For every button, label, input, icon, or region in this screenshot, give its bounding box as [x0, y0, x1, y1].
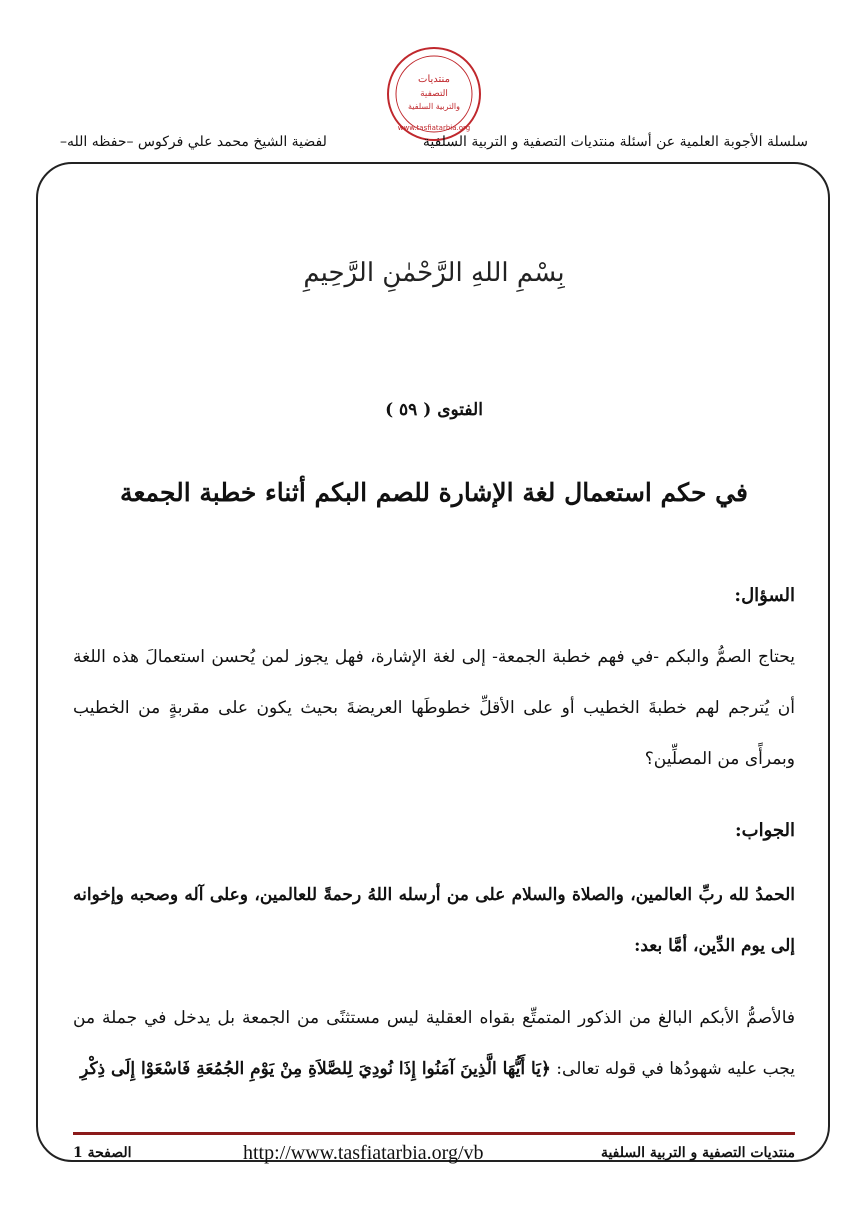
answer-intro: الحمدُ لله ربِّ العالمين، والصلاة والسلام على من أرسله اللهُ رحمةً للعالمين، وعلى آله وصحبه وإخوانه إلى يوم الدِّين، أمَّا بعد: — [73, 885, 795, 956]
answer-label: الجواب: — [735, 820, 795, 841]
page-number: الصفحة 1 — [73, 1145, 132, 1161]
page-footer — [73, 1142, 795, 1166]
svg-text:التصفية: التصفية — [420, 89, 448, 99]
svg-text:والتربية السلفية: والتربية السلفية — [407, 102, 461, 111]
series-title: سلسلة الأجوبة العلمية عن أسئلة منتديات التصفية و التربية السلفية — [422, 134, 808, 150]
question-label: السؤال: — [734, 585, 795, 606]
footer-url[interactable]: http://www.tasfiatarbia.org/vb — [243, 1142, 484, 1164]
answer-text — [73, 993, 795, 1095]
quran-verse: ﴿يَا أَيُّهَا الَّذِينَ آمَنُوا إِذَا نُودِيَ لِلصَّلاَةِ مِنْ يَوْمِ الجُمُعَةِ فَاسْعَوْا إِلَى ذِكْرِ — [80, 1059, 551, 1079]
answer-text-start: فالأصمُّ الأبكم البالغ من الذكور المتمتِّع بقواه العقلية ليس مستثنًى من الجمعة بل يدخل في جملة من يجب عليه شهودُها في قوله تعالى: — [73, 1008, 795, 1079]
page-header — [60, 134, 808, 156]
fatwa-title: في حكم استعمال لغة الإشارة للصم البكم أثناء خطبة الجمعة — [120, 478, 748, 507]
question-text: يحتاج الصمُّ والبكم -في فهم خطبة الجمعة- إلى لغة الإشارة، فهل يجوز لمن يُحسن استعمالَ هذه اللغة أن يُترجم لهم خطبةَ الخطيب أو على الأقلِّ خطوطَها العريضةَ بحيث يكون على مقربةٍ من الخطيب وبمرأًى من المصلِّين؟ — [73, 647, 795, 769]
footer-divider — [73, 1132, 795, 1135]
forum-seal-logo — [384, 44, 484, 144]
footer-forum-name: منتديات التصفية و التربية السلفية — [600, 1145, 795, 1161]
svg-text:www.tasfiatarbia.org: www.tasfiatarbia.org — [397, 124, 471, 132]
svg-text:منتديات: منتديات — [418, 74, 450, 85]
fatwa-number: الفتوى ( ٥٩ ) — [385, 400, 483, 420]
basmala-calligraphy: بِسْمِ اللهِ الرَّحْمٰنِ الرَّحِيمِ — [303, 258, 565, 288]
author-credit: لفضية الشيخ محمد علي فركوس –حفظه الله– — [60, 134, 327, 150]
